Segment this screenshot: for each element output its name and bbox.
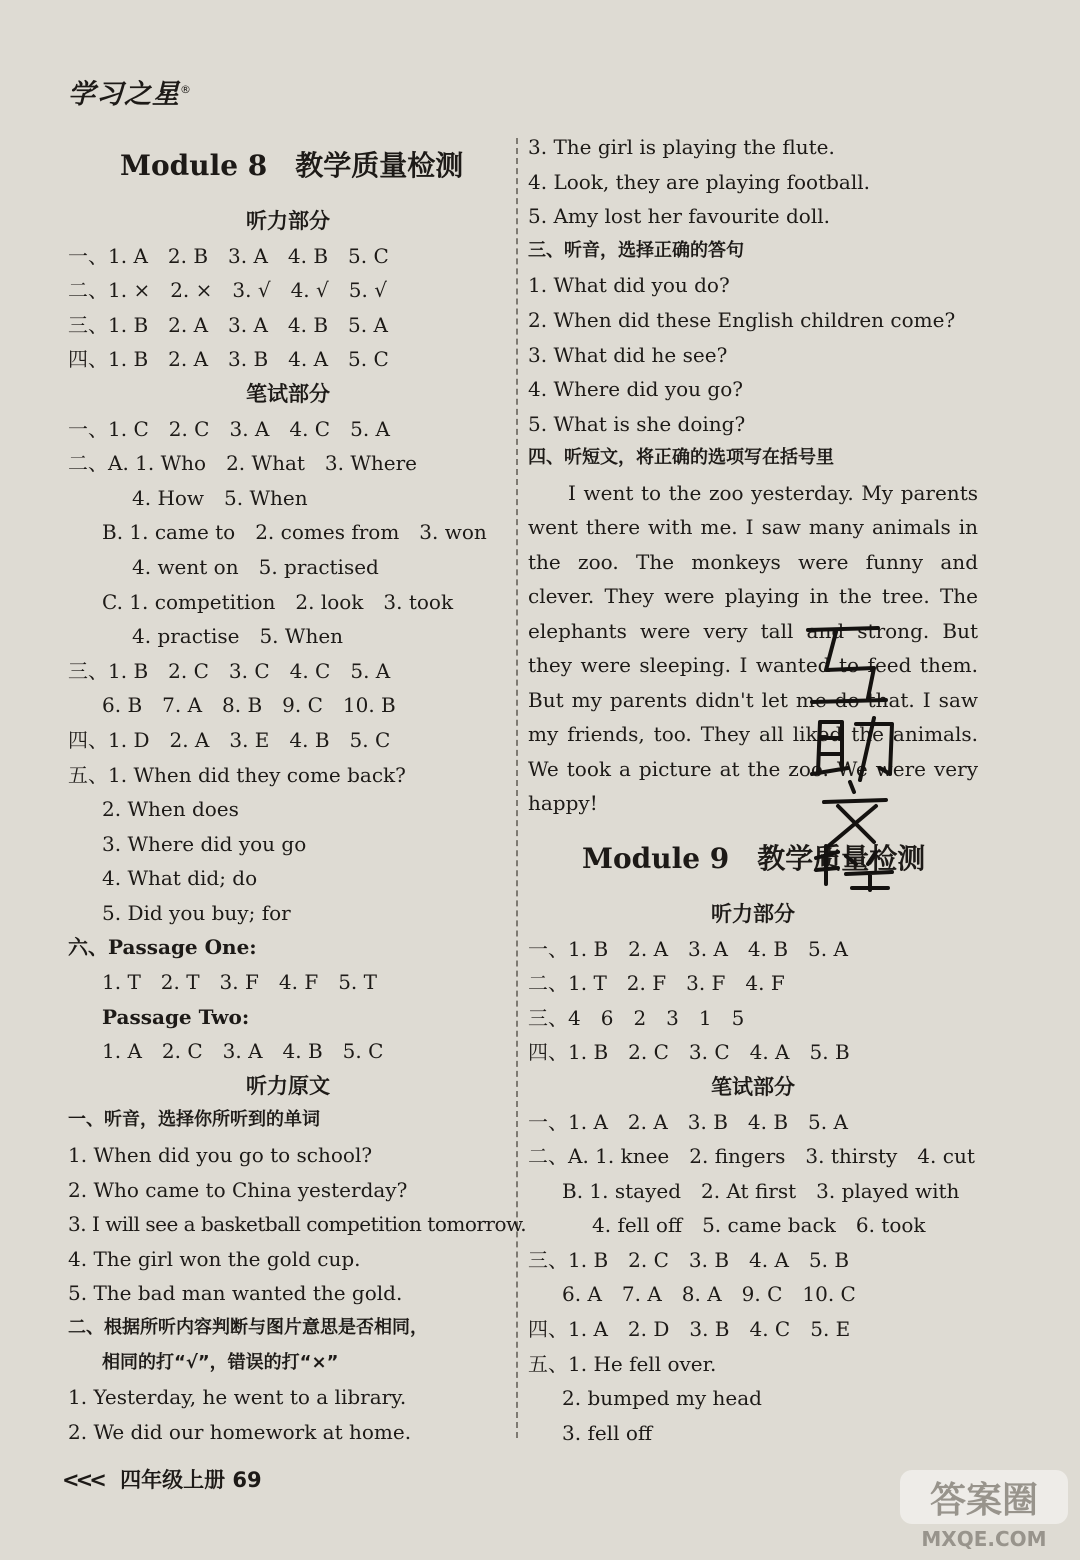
script-line: 4. Where did you go? — [528, 377, 743, 402]
answer-line: 三、1. B 2. C 3. B 4. A 5. B — [528, 1247, 850, 1272]
answer-line: 三、1. B 2. C 3. C 4. C 5. A — [68, 658, 391, 683]
module9-title: Module 9 教学质量检测 — [582, 841, 926, 875]
page-footer — [62, 1464, 262, 1494]
answer-line: 四、1. D 2. A 3. E 4. B 5. C — [68, 727, 391, 752]
answer-line: 二、A. 1. knee 2. fingers 3. thirsty 4. cut — [528, 1144, 975, 1169]
m9-listening-heading: 听力部分 — [711, 901, 795, 926]
script-line: 1. When did you go to school? — [68, 1143, 373, 1168]
answer-line: 四、1. B 2. C 3. C 4. A 5. B — [528, 1040, 850, 1065]
answer-line: 一、1. A 2. A 3. B 4. B 5. A — [528, 1109, 848, 1134]
answer-line: 5. Did you buy; for — [102, 900, 291, 925]
answer-line: 2. When does — [102, 797, 239, 822]
script-line: 1. What did you do? — [528, 273, 730, 298]
answer-line: 3. Where did you go — [102, 831, 307, 856]
handwritten-stamp — [790, 612, 920, 902]
svg-text:MXQE.COM: MXQE.COM — [921, 1527, 1047, 1551]
m8-script-heading: 听力原文 — [246, 1073, 330, 1098]
m9-written-heading: 笔试部分 — [711, 1074, 795, 1099]
script-line: 3. What did he see? — [528, 342, 728, 367]
script-line: 4. Look, they are playing football. — [528, 169, 870, 194]
answer-line: 五、1. When did they come back? — [68, 762, 406, 787]
answer-line: 二、A. 1. Who 2. What 3. Where — [68, 451, 418, 476]
answer-line: 6. A 7. A 8. A 9. C 10. C — [562, 1282, 856, 1307]
answer-line: 2. bumped my head — [562, 1386, 762, 1411]
answer-line: 4. How 5. When — [132, 485, 308, 510]
svg-text:答案圈: 答案圈 — [929, 1480, 1039, 1521]
module8-title: Module 8 教学质量检测 — [120, 149, 464, 182]
answer-line: 4. What did; do — [102, 866, 258, 891]
brand-logo: 学习之星® — [68, 79, 192, 110]
answer-line: C. 1. competition 2. look 3. took — [102, 589, 454, 614]
page-number-label: 四年级上册 69 — [120, 1468, 262, 1492]
m8-listening-heading: 听力部分 — [246, 209, 330, 233]
section-caption: 三、听音，选择正确的答句 — [528, 239, 744, 261]
answer-line: 一、1. C 2. C 3. A 4. C 5. A — [68, 416, 390, 441]
zoo-passage: I went to the zoo yesterday. My parents went there with me. I saw many animals in the zoo. The monkeys were funny and clever. They were playing in the tree. The elephants were very tall and strong. But they were sleeping. I wanted to feed them. But my parents didn't let me do that. I saw my friends, too. They all liked the animals. We took a picture at the zoo. We were very happy! — [528, 480, 978, 816]
answer-line: 4. went on 5. practised — [132, 554, 379, 579]
script-line: 5. The bad man wanted the gold. — [68, 1281, 403, 1306]
answer-line: 3. fell off — [562, 1420, 653, 1445]
answer-line: 6. B 7. A 8. B 9. C 10. B — [102, 693, 396, 718]
m8-written-heading: 笔试部分 — [246, 381, 330, 406]
script-line: 5. Amy lost her favourite doll. — [528, 204, 830, 229]
chevron-left-icon: <<< — [62, 1468, 103, 1492]
answer-line: 三、4 6 2 3 1 5 — [528, 1005, 745, 1030]
section-caption: 一、听音，选择你所听到的单词 — [68, 1109, 320, 1131]
section-caption: 二、根据所听内容判断与图片意思是否相同， — [68, 1317, 428, 1338]
answer-line: 4. practise 5. When — [132, 624, 344, 649]
answer-line: 一、1. A 2. B 3. A 4. B 5. C — [68, 243, 389, 268]
answer-line: 二、1. × 2. × 3. √ 4. √ 5. √ — [68, 278, 387, 303]
passage-one-label: 六、Passage One: — [68, 935, 257, 960]
answer-line: 四、1. B 2. A 3. B 4. A 5. C — [68, 347, 389, 372]
script-line: 2. Who came to China yesterday? — [68, 1177, 408, 1202]
answer-line: B. 1. came to 2. comes from 3. won — [102, 520, 487, 545]
script-line: 5. What is she doing? — [528, 411, 746, 436]
answer-line: 一、1. B 2. A 3. A 4. B 5. A — [528, 936, 848, 961]
script-line: 2. We did our homework at home. — [68, 1419, 412, 1444]
section-caption: 四、听短文，将正确的选项写在括号里 — [528, 447, 834, 469]
passage-two-label: Passage Two: — [102, 1004, 250, 1029]
answer-line: 四、1. A 2. D 3. B 4. C 5. E — [528, 1317, 851, 1342]
answer-line: 二、1. T 2. F 3. F 4. F — [528, 971, 785, 996]
column-divider — [516, 138, 518, 1438]
script-line: 3. I will see a basketball competition tomorrow. — [68, 1212, 527, 1237]
watermark-logo — [898, 1468, 1070, 1552]
answer-line: 1. T 2. T 3. F 4. F 5. T — [102, 970, 377, 995]
answer-line: B. 1. stayed 2. At first 3. played with — [562, 1178, 960, 1203]
left-column — [68, 128, 527, 1449]
answer-line: 三、1. B 2. A 3. A 4. B 5. A — [68, 312, 388, 337]
script-line: 4. The girl won the gold cup. — [68, 1246, 361, 1271]
script-line: 2. When did these English children come? — [528, 307, 956, 332]
answer-line: 4. fell off 5. came back 6. took — [592, 1213, 926, 1238]
script-line: 3. The girl is playing the flute. — [528, 135, 835, 159]
section-caption: 相同的打“√”，错误的打“×” — [102, 1351, 339, 1373]
answer-line: 1. A 2. C 3. A 4. B 5. C — [102, 1039, 384, 1064]
script-line: 1. Yesterday, he went to a library. — [68, 1385, 407, 1410]
answer-line: 五、1. He fell over. — [528, 1351, 717, 1376]
